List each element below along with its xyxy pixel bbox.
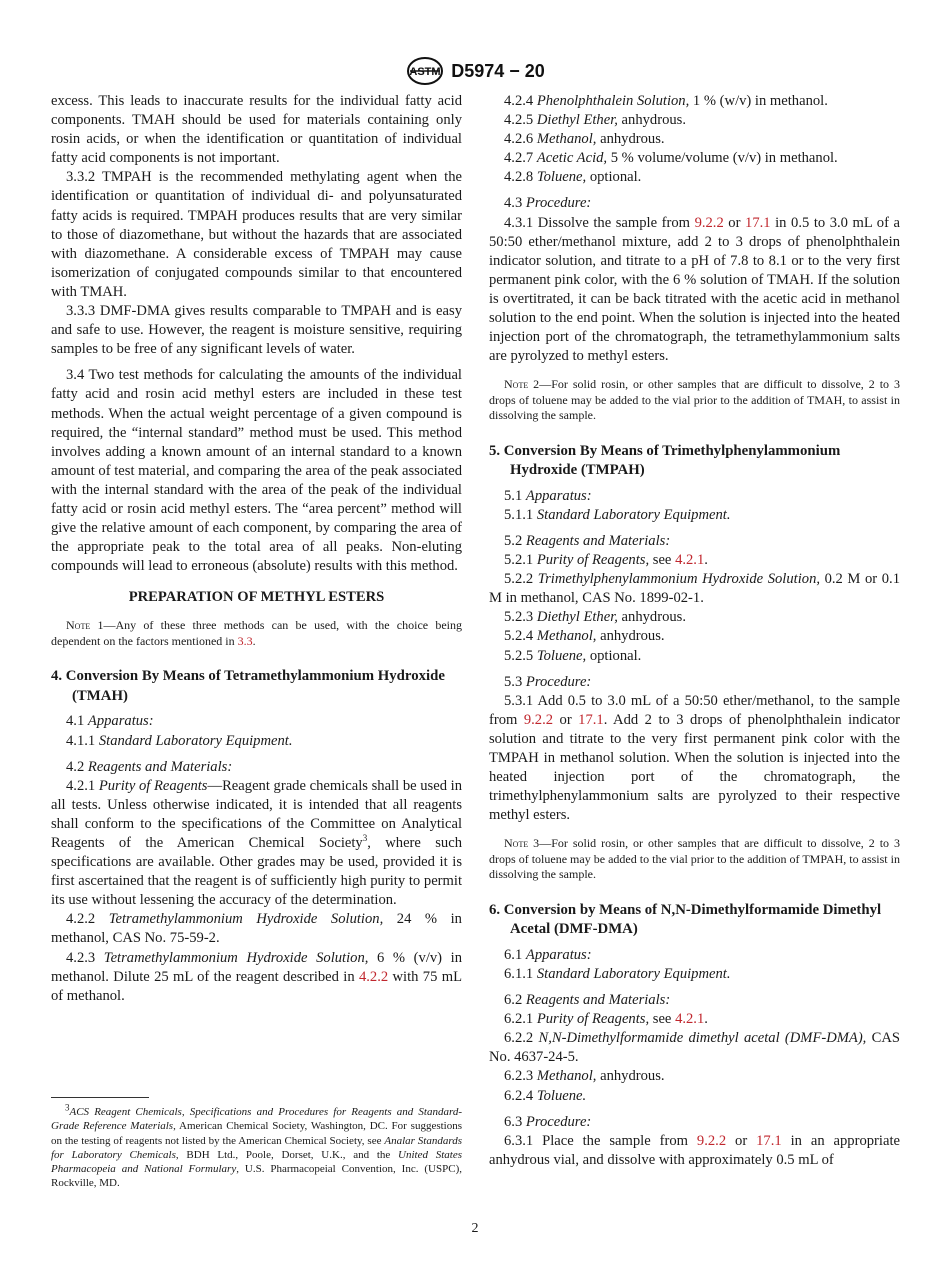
item-4-2-8 [489, 168, 900, 187]
item-4-2-6 [489, 130, 900, 149]
item-text: CAS No. 4637-24-5. [489, 1030, 901, 1066]
note-label: Note 1 [66, 618, 104, 633]
footnote-marker[interactable]: 3 [362, 833, 368, 844]
item-text: in 0.5 to 3.0 mL of a 50:50 ether/methanol mixture, add 2 to 3 drops of phenolphthalein indicator solution, and titrate to a pH of 7.8 to 8.1 or to the very first permanent pink color, with the 6 % solution of TMAH. If the solution is overtitrated, it can be back titrated with the acetic acid in methanol solution to the end point. When the solution is injected into the heated injection port of the chromatograph, the tetramethylammonium salts are pyrolyzed to methyl esters. [489, 214, 900, 365]
item-number: 4.3 [504, 195, 523, 212]
item-5-2-2 [489, 570, 900, 608]
ref-link-17-1[interactable]: 17.1 [756, 1132, 782, 1149]
item-label: Methanol, [536, 628, 597, 645]
item-label: N,N-Dimethylformamide dimethyl acetal (DMF-DMA), [538, 1030, 867, 1047]
item-label: Purity of Reagents [98, 777, 208, 794]
item-5-1 [489, 487, 900, 506]
left-column [51, 92, 462, 1006]
footnote-text: , American Chemical Society, Washington, DC. For suggestions on the testing of reagents not listed by the American Chemical Society, see [51, 1120, 462, 1147]
page-number: 2 [471, 1221, 479, 1236]
item-text: 6.3.1 Place the sample from [504, 1132, 697, 1149]
item-number: 5.2.2 [504, 571, 534, 588]
item-label: Reagents and Materials: [87, 758, 233, 775]
item-5-2-1 [489, 551, 900, 570]
item-label: Procedure: [525, 1113, 592, 1130]
item-label: Phenolphthalein Solution, [536, 93, 690, 109]
item-number: 6.3 [504, 1113, 523, 1130]
item-4-2-4 [489, 92, 900, 111]
ref-link-4-2-1[interactable]: 4.2.1 [675, 552, 705, 569]
item-text: 5.3.1 Add 0.5 to 3.0 mL of a 50:50 ether/methanol, to the sample from [489, 692, 900, 728]
note-end: . [252, 633, 256, 648]
item-6-3 [489, 1113, 900, 1132]
item-label: Standard Laboratory Equipment. [98, 732, 293, 749]
item-text: or [726, 1132, 757, 1149]
item-number: 5.2 [504, 533, 523, 549]
note-label: Note 3 [504, 836, 540, 851]
footnote-divider [51, 1097, 149, 1098]
item-number: 6.2.1 [504, 1011, 534, 1028]
item-4-1 [51, 712, 462, 731]
section-heading-preparation: PREPARATION OF METHYL ESTERS [128, 589, 385, 606]
item-4-2-3 [51, 949, 462, 1006]
item-number: 5.2.1 [504, 552, 534, 569]
item-text: —Reagent grade chemicals shall be used in all tests. Unless otherwise indicated, it is intended that all reagents shall conform to the specifications of the Committee on Analytical Reagents of the American Chemical Society [51, 777, 462, 851]
item-number: 6.1 [504, 946, 523, 963]
item-text: optional. [586, 169, 642, 186]
item-4-2-2 [51, 910, 462, 948]
document-code: D5974 − 20 [451, 60, 545, 81]
item-number: 5.2.5 [504, 647, 534, 664]
item-label: Acetic Acid, [536, 150, 608, 167]
item-number: 4.2.4 [504, 93, 534, 109]
item-label: Trimethylphenylammonium Hydroxide Solution, [537, 571, 821, 588]
item-label: Toluene. [536, 1087, 587, 1104]
item-number: 6.2.4 [504, 1087, 534, 1104]
item-text: or [553, 711, 579, 728]
item-text: . [704, 1011, 708, 1028]
item-text: see [649, 1011, 676, 1028]
item-label: Procedure: [525, 673, 592, 690]
note-text: —Any of these three methods can be used, with the choice being dependent on the factors mentioned in [51, 618, 463, 648]
paragraph-3-3-3: 3.3.3 DMF-DMA gives results comparable to TMPAH and is easy and safe to use. However, the reagent is moisture sensitive, requiring samples to be free of any significant levels of water. [51, 303, 462, 358]
item-number: 6.2.3 [504, 1068, 534, 1085]
section-6-heading: 6. Conversion by Means of N,N-Dimethylformamide Dimethyl Acetal (DMF-DMA) [489, 901, 882, 938]
item-text: 5 % volume/volume (v/v) in methanol. [607, 150, 838, 167]
item-4-2-5 [489, 111, 900, 130]
footnote-number: 3 [65, 1102, 70, 1113]
ref-link-9-2-2[interactable]: 9.2.2 [694, 214, 724, 231]
item-text: 6 % (v/v) in methanol. Dilute 25 mL of the reagent described in [51, 949, 462, 985]
note-2 [489, 377, 900, 424]
item-label: Standard Laboratory Equipment. [536, 506, 731, 523]
item-label: Diethyl Ether, [536, 112, 618, 129]
item-text: 0.2 M or 0.1 M in methanol, CAS No. 1899-02-1. [489, 571, 900, 607]
note-text: —For solid rosin, or other samples that are difficult to dissolve, 2 to 3 drops of toluene may be added to the vial prior to the addition of TMPAH, to assist in dissolving the sample. [489, 836, 901, 882]
astm-logo-icon [405, 56, 445, 86]
item-text: anhydrous. [596, 628, 665, 645]
item-number: 6.2.2 [504, 1030, 534, 1047]
item-text: . [704, 552, 708, 569]
item-number: 5.1.1 [504, 506, 534, 523]
item-5-2-5 [489, 647, 900, 666]
item-text: see [649, 552, 676, 569]
footnote-title: Analar Standards for Laboratory Chemicals [51, 1134, 462, 1161]
footnote-text: , BDH Ltd., Poole, Dorset, U.K., and the [175, 1148, 399, 1161]
item-label: Methanol, [536, 131, 597, 148]
item-4-1-1 [51, 732, 462, 751]
note-text: —For solid rosin, or other samples that are difficult to dissolve, 2 to 3 drops of toluene may be added to the vial prior to the addition of TMAH, to assist in dissolving the sample. [489, 377, 901, 423]
item-4-3-1 [489, 214, 900, 367]
item-5-3-1 [489, 692, 900, 826]
paragraph-continuation: excess. This leads to inaccurate results for the individual fatty acid components. TMAH should be used for materials containing only rosin acids, or when the identification or quantitation of individual fatty acid components is not important. [51, 93, 462, 167]
paragraph-3-4: 3.4 Two test methods for calculating the amounts of the individual fatty acid and rosin acid methyl esters are included in these test methods. When the actual weight percentage of a given compound is required, the “internal standard” method must be used. This method involves adding a known amount of an internal standard to a known amount of test material, and comparing the area of the peak associated with the internal standard with the area of the peak of the individual fatty acid or rosin acid methyl esters. The “area percent” method will give the relative amount of each component, by comparing the area of the appropriate peak to the total area of all peaks. Non-eluting compounds will lead to erroneous (absolute) results with this method. [51, 367, 462, 575]
item-number: 5.2.3 [504, 609, 534, 626]
item-text: anhydrous. [617, 609, 687, 626]
item-4-3 [489, 194, 900, 213]
ref-link-9-2-2[interactable]: 9.2.2 [696, 1132, 727, 1149]
footnote-text: , U.S. Pharmacopeial Convention, Inc. (USPC), Rockville, MD. [51, 1163, 462, 1190]
item-text: with 75 mL of methanol. [51, 968, 462, 1004]
item-6-2-2 [489, 1029, 900, 1067]
item-text: 24 % in methanol, CAS No. 75-59-2. [51, 911, 462, 947]
footnote-title: ACS Reagent Chemicals, Specifications and Procedures for Reagents and Standard-Grade Reference Materials [51, 1106, 462, 1133]
item-number: 5.2.4 [504, 628, 534, 645]
item-6-2-4 [489, 1087, 900, 1106]
item-label: Toluene, [536, 169, 587, 186]
item-number: 4.1.1 [66, 732, 96, 749]
item-6-2-3 [489, 1067, 900, 1086]
item-label: Purity of Reagents, [536, 1011, 650, 1028]
item-label: Standard Laboratory Equipment. [536, 966, 731, 982]
item-number: 4.2 [66, 758, 85, 775]
item-5-2 [489, 532, 900, 551]
page-header [0, 56, 950, 86]
item-text: anhydrous. [617, 112, 687, 129]
ref-link-4-2-1[interactable]: 4.2.1 [675, 1011, 705, 1028]
item-6-2-1 [489, 1010, 900, 1029]
item-label: Toluene, [536, 647, 587, 664]
item-text: in an appropriate anhydrous vial, and dissolve with approximately 0.5 mL of [489, 1132, 900, 1168]
item-number: 6.1.1 [504, 966, 534, 982]
item-5-2-3 [489, 608, 900, 627]
item-text: optional. [586, 647, 642, 664]
item-text: anhydrous. [596, 1068, 665, 1085]
item-6-1 [489, 946, 900, 965]
note-1 [51, 618, 462, 649]
item-number: 5.3 [504, 673, 523, 690]
ref-link-17-1[interactable]: 17.1 [578, 711, 604, 728]
item-6-3-1 [489, 1132, 900, 1170]
ref-link-17-1[interactable]: 17.1 [745, 214, 771, 231]
ref-link-3-3[interactable]: 3.3 [237, 633, 253, 648]
item-text: 1 % (w/v) in methanol. [689, 93, 828, 109]
item-5-2-4 [489, 627, 900, 646]
item-4-2-7 [489, 149, 900, 168]
section-5-heading: 5. Conversion By Means of Trimethylphenylammonium Hydroxide (TMPAH) [489, 442, 841, 479]
item-text: . Add 2 to 3 drops of phenolphthalein indicator solution and titrate to the very first permanent pink color with the TMPAH in methanol solution. When the solution is injected into the heated injection port of the chromatograph, the trimethylphenylammonium salts are pyrolyzed to their respective methyl esters. [489, 711, 900, 824]
item-4-2-1 [51, 777, 462, 911]
item-number: 4.2.1 [66, 777, 96, 794]
note-3 [489, 836, 900, 883]
item-label: Tetramethylammonium Hydroxide Solution, [108, 911, 384, 928]
item-label: Methanol, [536, 1068, 597, 1085]
astm-logo-text: ASTM [409, 66, 441, 78]
item-label: Diethyl Ether, [536, 609, 618, 626]
item-number: 6.2 [504, 992, 523, 1009]
item-4-2 [51, 758, 462, 777]
item-label: Reagents and Materials: [525, 533, 671, 549]
footnote-title: United States Pharmacopeia and National Formulary [51, 1148, 462, 1176]
ref-link-9-2-2[interactable]: 9.2.2 [523, 711, 554, 728]
footnote-3 [51, 1102, 462, 1191]
ref-link-4-2-2[interactable]: 4.2.2 [358, 968, 389, 985]
item-label: Reagents and Materials: [525, 992, 671, 1009]
item-label: Purity of Reagents, [536, 552, 650, 569]
item-text: anhydrous. [596, 131, 665, 148]
item-label: Procedure: [525, 195, 592, 212]
paragraph-3-3-2: 3.3.2 TMPAH is the recommended methylating agent when the identification or quantitation of individual di- and polyunsaturated fatty acids is required. TMPAH produces results that are very similar to those of diazomethane, but without the hazards that are associated with diazomethane. A considerable excess of TMPAH may cause isomerization of conjugated compounds similar to that encountered with TMAH. [51, 169, 462, 300]
section-4-heading: 4. Conversion By Means of Tetramethylammonium Hydroxide (TMAH) [51, 668, 445, 704]
item-5-1-1 [489, 506, 900, 525]
item-5-3 [489, 673, 900, 692]
item-text: or [723, 214, 746, 231]
item-number: 4.2.6 [504, 131, 534, 148]
item-text: 4.3.1 Dissolve the sample from [504, 214, 695, 231]
item-number: 4.2.3 [66, 949, 96, 966]
item-number: 4.2.2 [66, 911, 96, 928]
item-label: Apparatus: [525, 487, 592, 504]
item-6-1-1 [489, 965, 900, 984]
item-label: Tetramethylammonium Hydroxide Solution, [103, 949, 369, 966]
item-text: , where such specifications are available. Other grades may be used, provided it is first ascertained that the reagent is of sufficiently high purity to permit its use without lessening the accuracy of the determination. [51, 835, 462, 909]
note-label: Note 2 [504, 377, 540, 392]
item-number: 4.2.8 [504, 169, 534, 186]
item-number: 4.2.7 [504, 150, 534, 167]
item-number: 4.1 [66, 713, 85, 730]
item-6-2 [489, 991, 900, 1010]
item-number: 5.1 [504, 487, 523, 504]
item-number: 4.2.5 [504, 112, 534, 129]
item-label: Apparatus: [87, 713, 154, 730]
right-column [489, 92, 900, 1170]
item-label: Apparatus: [525, 946, 592, 963]
